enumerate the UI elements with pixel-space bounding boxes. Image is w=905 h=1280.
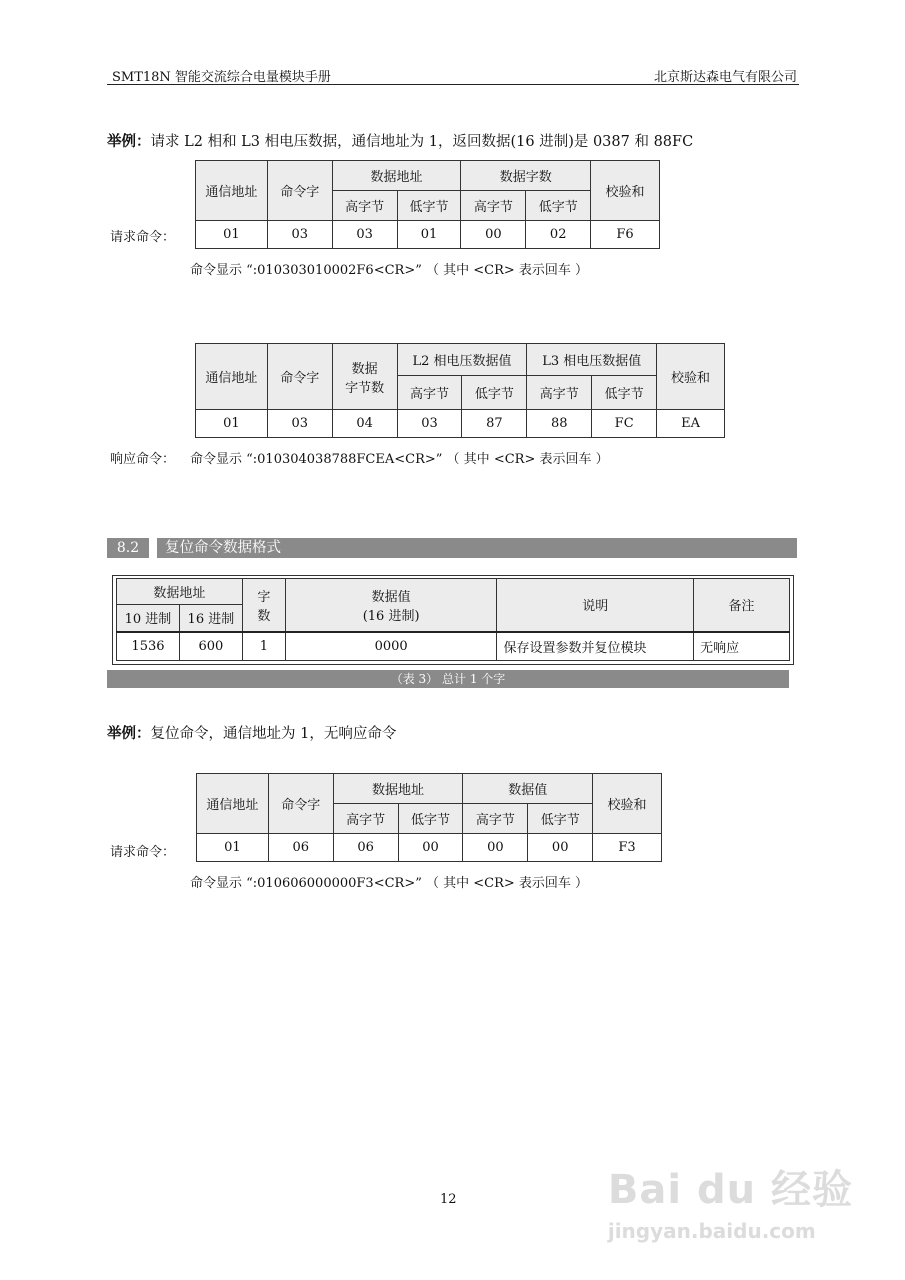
th-word-count: 数据字数 xyxy=(461,161,591,191)
cell: F3 xyxy=(593,834,662,862)
example2-text: 复位命令，通信地址为 1，无响应命令 xyxy=(150,726,397,742)
example2-line xyxy=(107,722,396,743)
th-high-byte: 高字节 xyxy=(397,376,462,410)
section-number: 8.2 xyxy=(107,538,149,558)
cell: 01 xyxy=(397,221,461,249)
th-decimal: 10 进制 xyxy=(117,605,180,632)
th-l2-voltage: L2 相电压数据值 xyxy=(397,344,527,376)
cell: 00 xyxy=(461,221,526,249)
th-words: 字 数 xyxy=(242,579,285,632)
request-display-1: 命令显示 “:010303010002F6<CR>” （ 其中 <CR> 表示回车 ） xyxy=(190,263,589,278)
th-low-byte: 低字节 xyxy=(526,191,591,221)
example1-label: 举例： xyxy=(107,133,151,150)
header-title: SMT18N 智能交流综合电量模块手册 xyxy=(112,70,331,85)
cell: 03 xyxy=(397,410,462,438)
cell: 600 xyxy=(179,632,242,661)
header-rule xyxy=(107,84,799,85)
watermark-url: jingyan.baidu.com xyxy=(607,1219,816,1243)
th-high-byte: 高字节 xyxy=(527,376,592,410)
cell: 88 xyxy=(527,410,592,438)
cell: 87 xyxy=(462,410,527,438)
th-note: 备注 xyxy=(694,579,790,632)
th-data-address: 数据地址 xyxy=(332,161,461,191)
cell: 03 xyxy=(267,410,332,438)
response-table-1 xyxy=(195,343,725,438)
cell: 00 xyxy=(463,834,528,862)
header-company: 北京斯达森电气有限公司 xyxy=(653,70,797,85)
request-table-2 xyxy=(196,773,662,862)
cell: 无响应 xyxy=(694,632,790,661)
table3-caption: （表 3） 总计 1 个字 xyxy=(107,670,789,688)
th-data-address: 数据地址 xyxy=(333,774,463,804)
cell: FC xyxy=(592,410,657,438)
th-value: 数据值 (16 进制) xyxy=(285,579,497,632)
th-command: 命令字 xyxy=(267,161,332,221)
section-gap xyxy=(149,538,157,558)
th-address: 通信地址 xyxy=(196,344,268,410)
th-high-byte: 高字节 xyxy=(461,191,526,221)
th-checksum: 校验和 xyxy=(657,344,725,410)
th-high-byte: 高字节 xyxy=(463,804,528,834)
example2-label: 举例： xyxy=(107,725,151,742)
cell: 03 xyxy=(332,221,397,249)
example1-text: 请求 L2 相和 L3 相电压数据，通信地址为 1，返回数据(16 进制)是 0387 和 88FC xyxy=(150,134,694,150)
response-label-1: 响应命令： xyxy=(110,452,176,467)
request-display-2: 命令显示 “:010606000000F3<CR>” （ 其中 <CR> 表示回车 ） xyxy=(190,876,589,891)
watermark-brand: Bai du 经验 xyxy=(607,1167,853,1213)
cell: 01 xyxy=(197,834,269,862)
cell: 00 xyxy=(398,834,463,862)
response-display-1: 命令显示 “:010304038788FCEA<CR>” （ 其中 <CR> 表示回车 ） xyxy=(190,452,609,467)
th-low-byte: 低字节 xyxy=(592,376,657,410)
th-high-byte: 高字节 xyxy=(332,191,397,221)
th-command: 命令字 xyxy=(268,774,333,834)
request-label-2: 请求命令： xyxy=(110,845,176,860)
cell: 03 xyxy=(267,221,332,249)
th-high-byte: 高字节 xyxy=(333,804,398,834)
th-data-address: 数据地址 xyxy=(117,579,243,605)
table3 xyxy=(116,578,790,661)
th-low-byte: 低字节 xyxy=(397,191,461,221)
watermark xyxy=(608,1158,853,1243)
th-data-value: 数据值 xyxy=(463,774,593,804)
th-low-byte: 低字节 xyxy=(528,804,593,834)
th-command: 命令字 xyxy=(267,344,332,410)
th-address: 通信地址 xyxy=(196,161,268,221)
cell: 保存设置参数并复位模块 xyxy=(497,632,694,661)
cell: EA xyxy=(657,410,725,438)
page-number: 12 xyxy=(440,1192,457,1207)
th-low-byte: 低字节 xyxy=(398,804,463,834)
section-title: 复位命令数据格式 xyxy=(165,540,281,556)
example1-line xyxy=(107,130,693,151)
th-hex: 16 进制 xyxy=(179,605,242,632)
request-label-1: 请求命令： xyxy=(110,230,176,245)
cell: 01 xyxy=(196,221,268,249)
cell: 1 xyxy=(242,632,285,661)
cell: 06 xyxy=(268,834,333,862)
th-low-byte: 低字节 xyxy=(462,376,527,410)
cell: 00 xyxy=(528,834,593,862)
cell: F6 xyxy=(591,221,660,249)
th-address: 通信地址 xyxy=(197,774,269,834)
cell: 06 xyxy=(333,834,398,862)
request-table-1 xyxy=(195,160,660,249)
th-checksum: 校验和 xyxy=(591,161,660,221)
th-l3-voltage: L3 相电压数据值 xyxy=(527,344,657,376)
cell: 04 xyxy=(332,410,397,438)
cell: 01 xyxy=(196,410,268,438)
th-description: 说明 xyxy=(497,579,694,632)
cell: 0000 xyxy=(285,632,497,661)
cell: 1536 xyxy=(117,632,180,661)
th-byte-count: 数据 字节数 xyxy=(332,344,397,410)
cell: 02 xyxy=(526,221,591,249)
th-checksum: 校验和 xyxy=(593,774,662,834)
